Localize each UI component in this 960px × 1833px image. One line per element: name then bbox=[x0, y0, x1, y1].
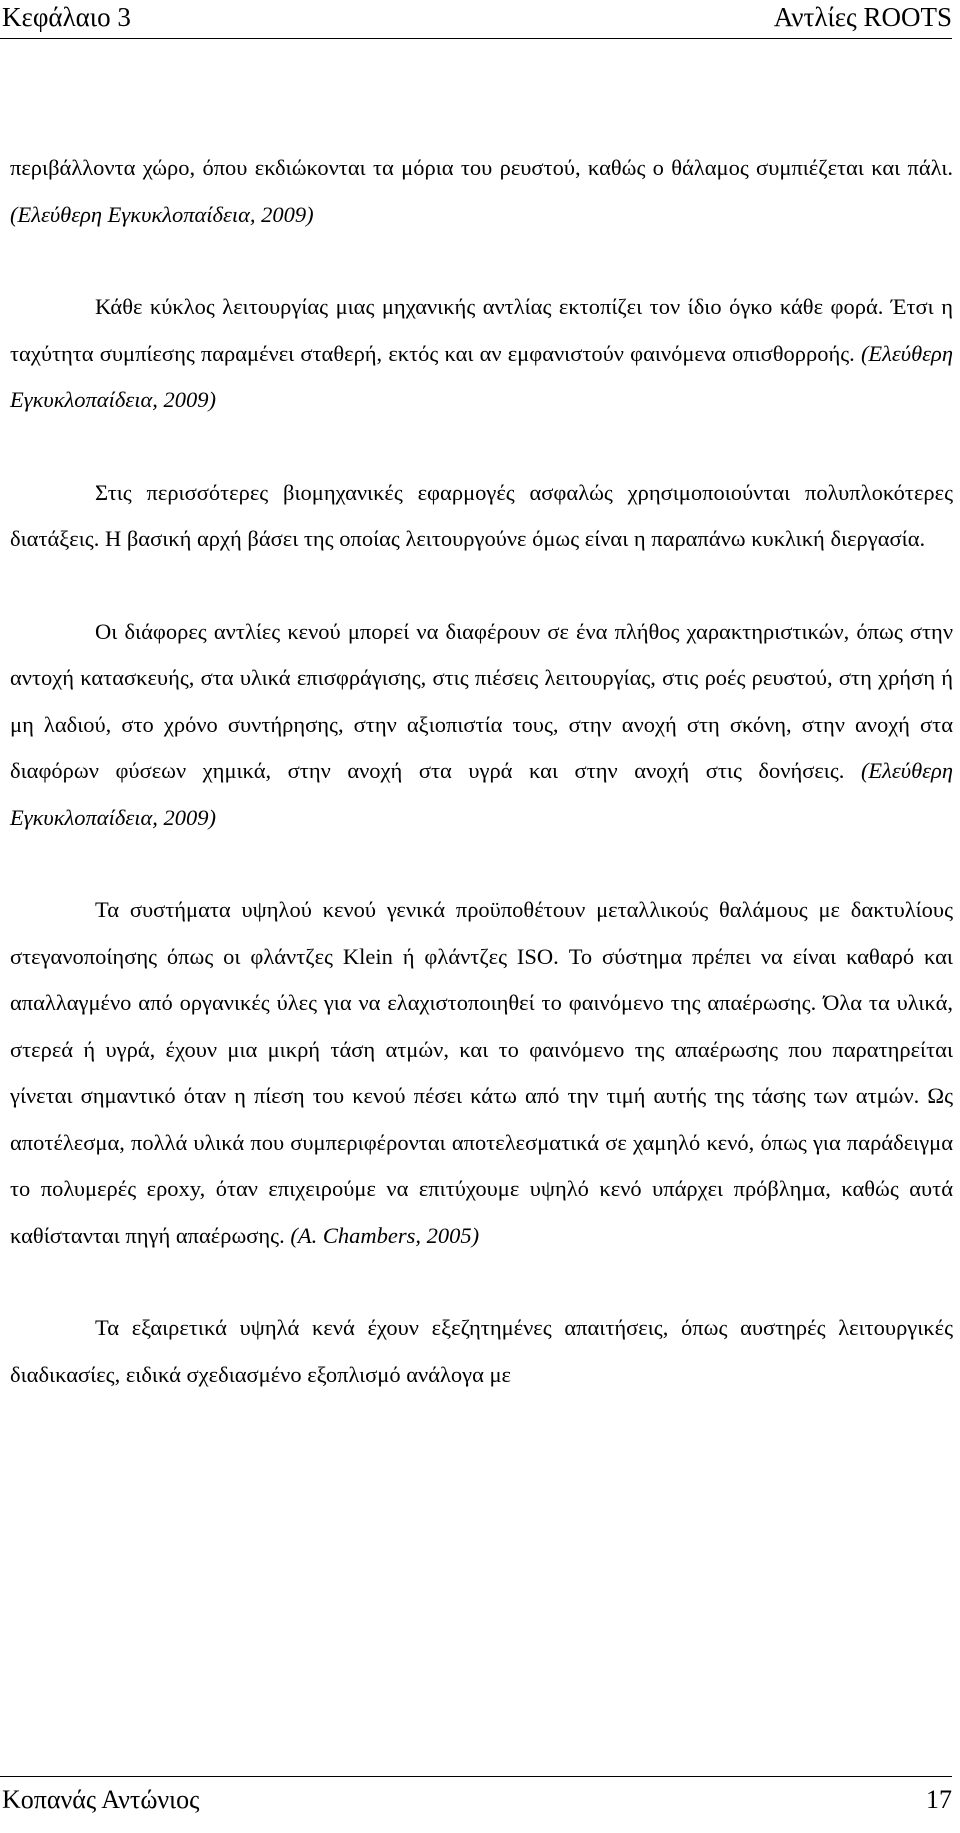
paragraph-pump-cycle bbox=[10, 284, 953, 424]
paragraph-text: Στις περισσότερες βιομηχανικές εφαρμογές ασφαλώς χρησιμοποιούνται πολυπλοκότερες διατάξεις. Η βασική αρχή βάσει της οποίας λειτουργούνε όμως είναι η παραπάνω κυκλική διεργασία. bbox=[10, 479, 953, 551]
citation: (Ελεύθερη Εγκυκλοπαίδεια, 2009) bbox=[10, 201, 314, 227]
paragraph-text: περιβάλλοντα χώρο, όπου εκδιώκονται τα μόρια του ρευστού, καθώς ο θάλαμος συμπιέζεται και πάλι. bbox=[10, 155, 953, 180]
header-section: Αντλίες ROOTS bbox=[773, 2, 952, 32]
page-header bbox=[0, 0, 952, 39]
paragraph-text: Κάθε κύκλος λειτουργίας μιας μηχανικής αντλίας εκτοπίζει τον ίδιο όγκο κάθε φορά. Έτσι η ταχύτητα συμπίεσης παραμένει σταθερή, εκτός και αν εμφανιστούν φαινόμενα οπισθορροής. bbox=[10, 294, 953, 366]
citation: (Ελεύθερη Εγκυκλοπαίδεια, 2009) bbox=[10, 758, 953, 830]
paragraph-text: Οι διάφορες αντλίες κενού μπορεί να διαφέρουν σε ένα πλήθος χαρακτηριστικών, όπως στην αντοχή κατασκευής, στα υλικά επισφράγισης, στις πιέσεις λειτουργίας, στις ροές ρευστού, στη χρήση ή μη λαδιού, στο χρόνο συντήρησης, στην αξιοπιστία τους, στην ανοχή στη σκόνη, στην ανοχή στα διαφόρων φύσεων χημικά, στην ανοχή στα υγρά και στην ανοχή στις δονήσεις. bbox=[10, 618, 953, 783]
paragraph-industrial-applications bbox=[10, 470, 953, 563]
paragraph-pump-characteristics bbox=[10, 609, 953, 842]
paragraph-continuation bbox=[10, 145, 953, 238]
paragraph-text: Τα εξαιρετικά υψηλά κενά έχουν εξεζητημένες απαιτήσεις, όπως αυστηρές λειτουργικές διαδικασίες, ειδικά σχεδιασμένο εξοπλισμό ανάλογα με bbox=[10, 1315, 953, 1387]
paragraph-high-vacuum-systems bbox=[10, 887, 953, 1259]
citation: (Ελεύθερη Εγκυκλοπαίδεια, 2009) bbox=[10, 340, 953, 412]
citation: (A. Chambers, 2005) bbox=[290, 1222, 480, 1248]
paragraph-text: Τα συστήματα υψηλού κενού γενικά προϋποθέτουν μεταλλικούς θαλάμους με δακτυλίους στεγανοποίησης όπως οι φλάντζες Klein ή φλάντζες ISO. Το σύστημα πρέπει να είναι καθαρό και απαλλαγμένο από οργανικές ύλες για να ελαχιστοποιηθεί το φαινόμενο της απαέρωσης. Όλα τα υλικά, στερεά ή υγρά, έχουν μια μικρή τάση ατμών, και το φαινόμενο της απαέρωσης που παρατηρείται γίνεται σημαντικό όταν η πίεση του κενού πέσει κάτω από την τιμή αυτής της τάσης των ατμών. Ως αποτέλεσμα, πολλά υλικά που συμπεριφέρονται αποτελεσματικά σε χαμηλό κενό, όπως για παράδειγμα το πολυμερές εροxy, όταν επιχειρούμε να επιτύχουμε υψηλό κενό υπάρχει πρόβλημα, καθώς αυτά καθίστανται πηγή απαέρωσης. bbox=[10, 897, 953, 1248]
footer-author: Κοπανάς Αντώνιος bbox=[2, 1785, 200, 1814]
paragraph-ultra-high-vacuum bbox=[10, 1305, 953, 1398]
page-footer bbox=[0, 1776, 952, 1827]
header-chapter: Κεφάλαιο 3 bbox=[2, 2, 131, 32]
page-number: 17 bbox=[926, 1785, 952, 1814]
document-body bbox=[10, 145, 953, 1398]
